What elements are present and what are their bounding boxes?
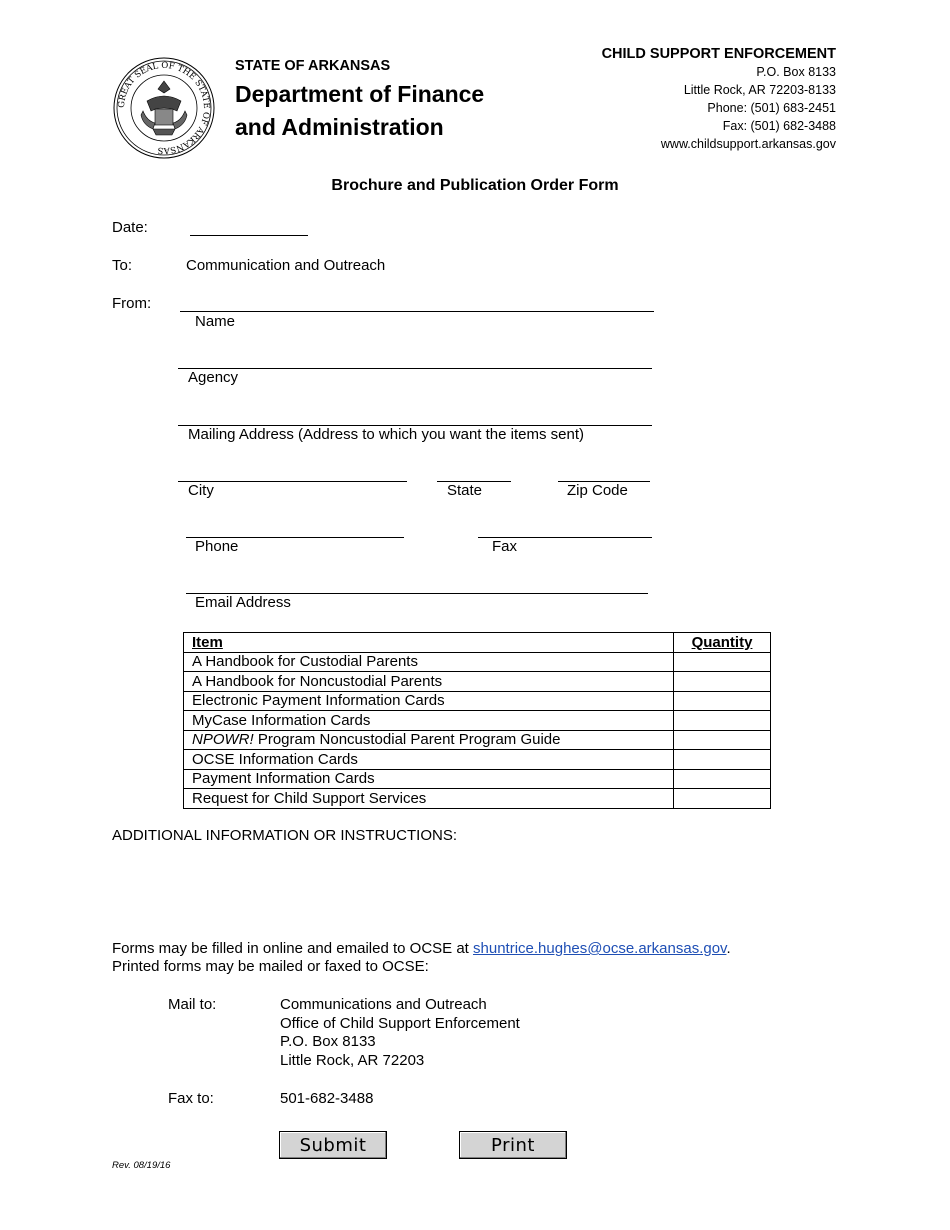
item-name: Electronic Payment Information Cards [184,691,674,711]
table-row [184,672,771,692]
email-caption: Email Address [195,594,291,611]
instructions-line-2: Printed forms may be mailed or faxed to OCSE: [112,958,429,975]
instructions [112,940,731,976]
print-button[interactable]: Print [459,1131,567,1159]
quantity-input[interactable] [674,730,771,750]
mail-to-line-2: Office of Child Support Enforcement [280,1014,520,1032]
date-label: Date: [112,219,148,236]
ocse-email-link[interactable]: shuntrice.hughes@ocse.arkansas.gov [473,940,727,957]
revision-date: Rev. 08/19/16 [112,1160,171,1171]
agency-field[interactable] [178,368,652,369]
table-row [184,711,771,731]
table-row [184,652,771,672]
department-line-1: Department of Finance [235,81,485,107]
agency-city: Little Rock, AR 72203-8133 [683,83,836,97]
fax-to-number: 501-682-3488 [280,1090,374,1107]
to-value: Communication and Outreach [186,257,386,274]
quantity-input[interactable] [674,672,771,692]
phone-caption: Phone [195,538,239,555]
table-row [184,691,771,711]
mail-to-line-3: P.O. Box 8133 [280,1033,376,1050]
state-seal [113,57,215,159]
state-caption: State [447,482,483,499]
agency-website: www.childsupport.arkansas.gov [660,137,836,151]
instructions-suffix: . [726,940,731,957]
agency-fax: Fax: (501) 682-3488 [722,119,836,133]
svg-text:GREAT SEAL OF THE STATE OF ARK: GREAT SEAL OF THE STATE OF ARKANSAS [116,60,212,156]
additional-info-field[interactable] [112,850,812,930]
item-name: OCSE Information Cards [184,750,674,770]
quantity-input[interactable] [674,789,771,809]
quantity-input[interactable] [674,711,771,731]
zip-caption: Zip Code [567,482,628,499]
seal-icon [113,57,215,159]
table-row [184,789,771,809]
item-name: Request for Child Support Services [184,789,674,809]
quantity-input[interactable] [674,769,771,789]
instructions-prefix: Forms may be filled in online and emailed to OCSE at [112,940,474,957]
mailing-address-caption: Mailing Address (Address to which you want the items sent) [188,426,585,443]
item-name: A Handbook for Custodial Parents [184,652,674,672]
items-table [183,632,771,809]
submit-button[interactable]: Submit [279,1131,387,1159]
fax-caption: Fax [492,538,518,555]
item-name-rest: Program Noncustodial Parent Program Guide [253,731,561,749]
mail-to-line-1: Communications and Outreach [280,996,487,1013]
table-header-row [184,633,771,653]
name-caption: Name [195,313,236,330]
agency-contact [602,45,836,153]
department-line-2: and Administration [235,114,444,140]
instructions-line-1 [112,940,731,958]
state-name: STATE OF ARKANSAS [235,58,391,74]
from-label: From: [112,295,152,312]
item-name: MyCase Information Cards [184,711,674,731]
mail-to-line-4: Little Rock, AR 72203 [280,1051,425,1069]
item-column-header: Item [184,633,674,653]
mail-to-address [280,996,520,1070]
quantity-input[interactable] [674,750,771,770]
agency-phone: Phone: (501) 683-2451 [707,101,836,115]
name-field[interactable] [180,311,654,312]
quantity-input[interactable] [674,652,771,672]
quantity-input[interactable] [674,691,771,711]
to-label: To: [112,257,133,274]
additional-info-label: ADDITIONAL INFORMATION OR INSTRUCTIONS: [112,827,458,844]
city-caption: City [188,482,214,499]
table-row [184,769,771,789]
form-title: Brochure and Publication Order Form [331,177,619,194]
agency-po-box: P.O. Box 8133 [756,65,836,79]
agency-title: CHILD SUPPORT ENFORCEMENT [601,46,836,62]
mail-to-label: Mail to: [168,996,217,1013]
item-name-emphasis: NPOWR! [192,731,254,749]
item-name [184,730,674,750]
table-row [184,730,771,750]
agency-caption: Agency [188,369,239,386]
item-name: Payment Information Cards [184,769,674,789]
fax-to-label: Fax to: [168,1090,214,1107]
date-field[interactable] [190,235,308,236]
quantity-column-header: Quantity [674,633,771,653]
table-row [184,750,771,770]
item-name: A Handbook for Noncustodial Parents [184,672,674,692]
department-name [235,78,484,144]
